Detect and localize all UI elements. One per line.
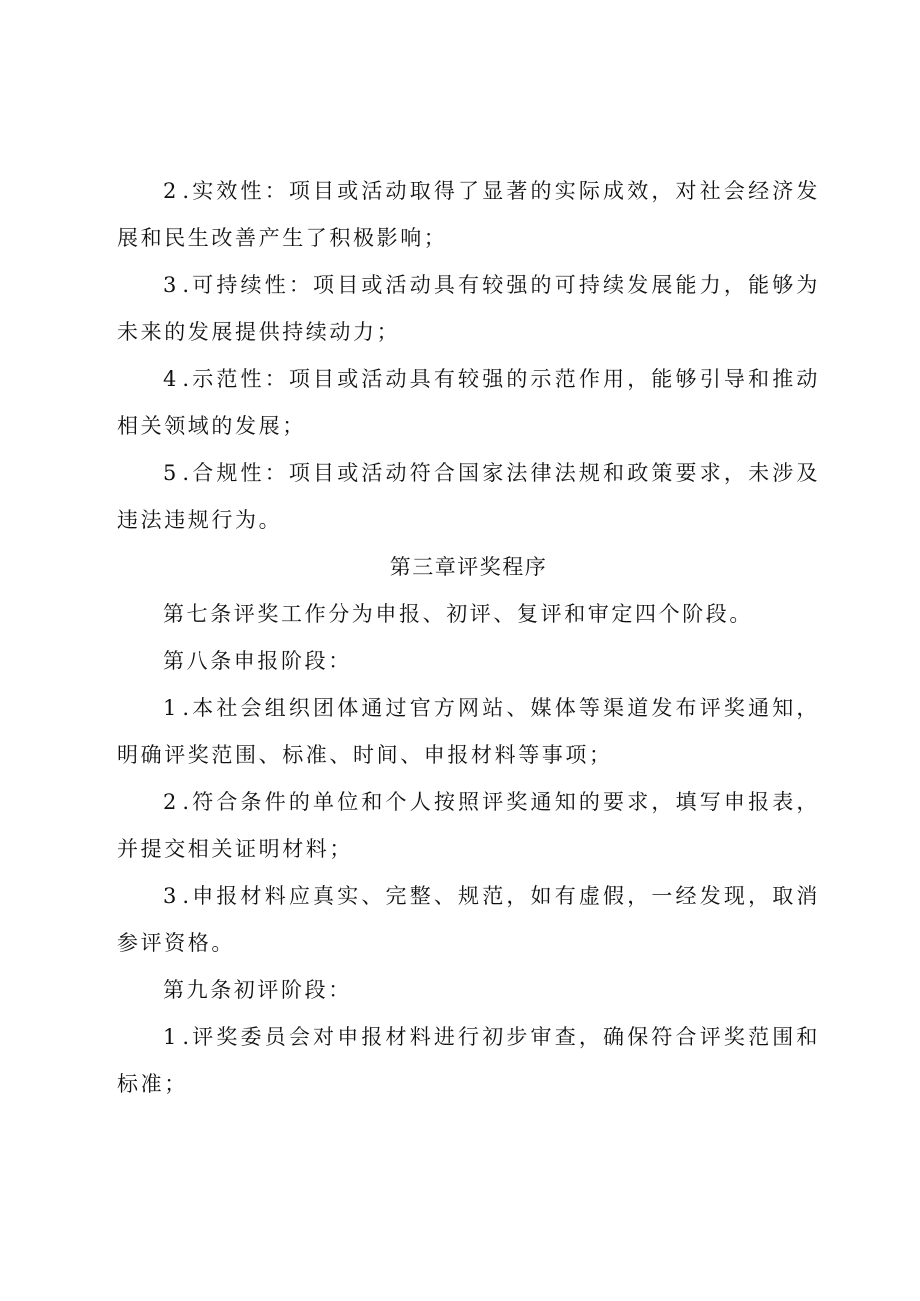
article-7: 第七条评奖工作分为申报、初评、复评和审定四个阶段。 xyxy=(163,602,753,626)
item-number: 3 xyxy=(163,273,183,297)
item-text: .本社会组织团体通过官方网站、媒体等渠道发布评奖通知，明确评奖范围、标准、时间、申报材料等事项； xyxy=(117,696,820,767)
article-8-title: 第八条申报阶段： xyxy=(163,649,352,673)
item-text: .合规性：项目或活动符合国家法律法规和政策要求，未涉及违法违规行为。 xyxy=(117,461,820,532)
item-number: 4 xyxy=(163,367,183,391)
item-number: 5 xyxy=(163,461,183,485)
article-9-item-1 xyxy=(117,1014,820,1108)
item-text: .实效性：项目或活动取得了显著的实际成效，对社会经济发展和民生改善产生了积极影响； xyxy=(117,179,820,250)
chapter-heading: 第三章评奖程序 xyxy=(389,555,548,579)
item-text: .示范性：项目或活动具有较强的示范作用，能够引导和推动相关领域的发展； xyxy=(117,367,820,438)
item-text: .可持续性：项目或活动具有较强的可持续发展能力，能够为未来的发展提供持续动力； xyxy=(117,273,820,344)
article-8-item-1 xyxy=(117,685,820,779)
item-text: .符合条件的单位和个人按照评奖通知的要求，填写申报表，并提交相关证明材料； xyxy=(117,790,820,861)
item-number: 2 xyxy=(163,179,183,203)
article-8-item-2 xyxy=(117,779,820,873)
document-body xyxy=(117,168,820,1108)
criteria-item-2 xyxy=(117,168,820,262)
item-number: 2 xyxy=(163,790,183,814)
criteria-item-5 xyxy=(117,450,820,544)
criteria-item-3 xyxy=(117,262,820,356)
item-text: .申报材料应真实、完整、规范，如有虚假，一经发现，取消参评资格。 xyxy=(117,884,820,955)
item-number: 1 xyxy=(163,1025,183,1049)
article-9-title: 第九条初评阶段： xyxy=(163,978,352,1002)
item-number: 3 xyxy=(163,884,183,908)
item-text: .评奖委员会对申报材料进行初步审查，确保符合评奖范围和标准； xyxy=(117,1025,820,1096)
criteria-item-4 xyxy=(117,356,820,450)
item-number: 1 xyxy=(163,696,183,720)
article-8-item-3 xyxy=(117,873,820,967)
